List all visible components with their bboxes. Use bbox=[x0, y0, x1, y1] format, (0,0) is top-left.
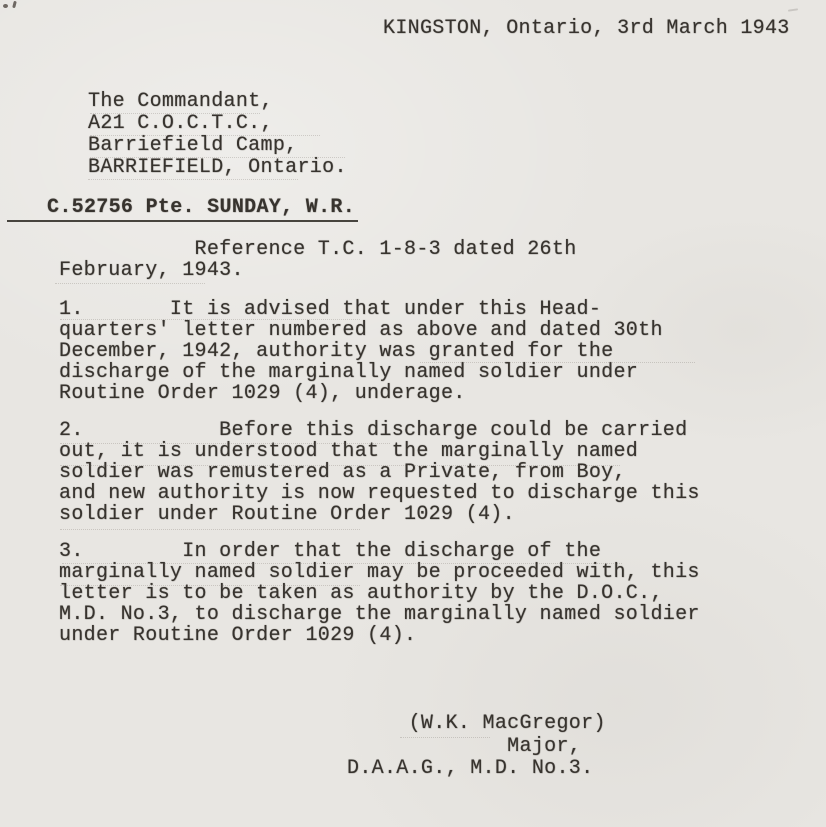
ink-speck bbox=[12, 1, 17, 9]
signature-block: (W.K. MacGregor) Major, D.A.A.G., M.D. No.3. bbox=[347, 712, 606, 780]
paragraph-1: 1. It is advised that under this Head- quarters' letter numbered as above and dated 30th December, 1942, authority was granted for the discharge of the marginally named soldier under Routine Order 1029 (4), underage. bbox=[59, 298, 663, 405]
scan-ghost-line bbox=[60, 529, 360, 530]
paragraph-3: 3. In order that the discharge of the marginally named soldier may be proceeded with, this letter is to be taken as authority by the D.O.C., M.D. No.3, to discharge the marginally named soldier under Routine Order 1029 (4). bbox=[59, 540, 700, 647]
scan-ghost-line bbox=[90, 113, 260, 114]
scan-ghost-line bbox=[62, 563, 622, 564]
subject-line: C.52756 Pte. SUNDAY, W.R. bbox=[7, 197, 358, 222]
recipient-address: The Commandant, A21 C.O.C.T.C., Barriefield Camp, BARRIEFIELD, Ontario. bbox=[88, 90, 347, 179]
paragraph-2: 2. Before this discharge could be carried out, it is understood that the marginally named soldier was remustered as a Private, from Boy, and new authority is now requested to discharge this soldier under Routine Order 1029 (4). bbox=[59, 419, 700, 526]
scan-ghost-line bbox=[88, 179, 298, 180]
scan-ghost-line bbox=[55, 283, 205, 284]
scan-ghost-line bbox=[90, 157, 345, 158]
ink-speck bbox=[3, 4, 8, 8]
scan-ghost-line bbox=[60, 443, 390, 444]
scan-ghost-line bbox=[60, 319, 360, 320]
scan-ghost-line bbox=[400, 737, 490, 738]
ink-speck bbox=[788, 8, 798, 11]
scan-ghost-line bbox=[60, 585, 360, 586]
dateline: KINGSTON, Ontario, 3rd March 1943 bbox=[383, 17, 790, 40]
paragraph-reference: Reference T.C. 1-8-3 dated 26th February, 1943. bbox=[59, 238, 577, 282]
scan-ghost-line bbox=[90, 135, 320, 136]
scan-ghost-line bbox=[60, 465, 620, 466]
scan-ghost-line bbox=[420, 362, 695, 363]
